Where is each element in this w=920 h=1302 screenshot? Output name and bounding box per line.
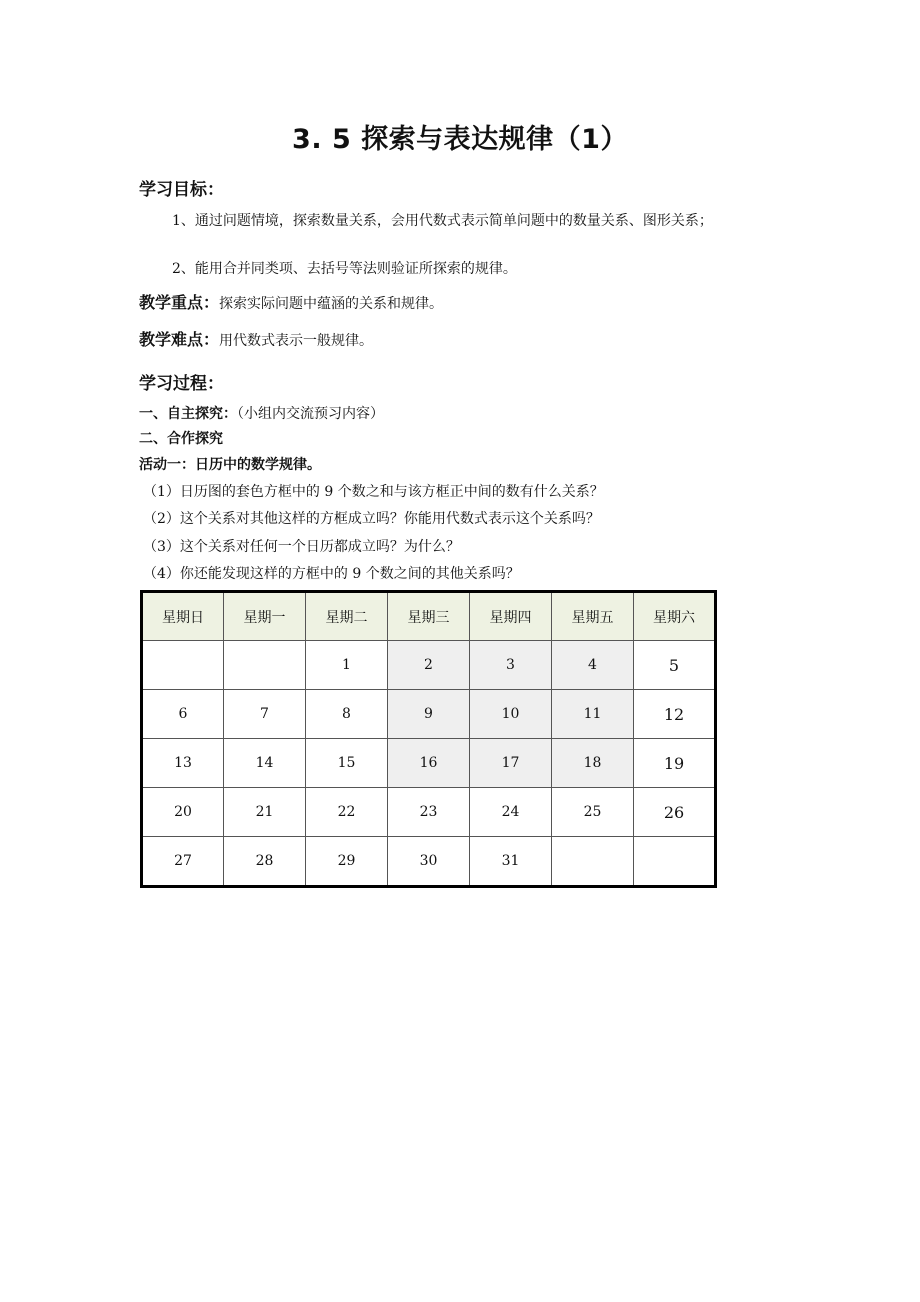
page-title: 3. 5 探索与表达规律（1） [292,124,628,155]
calendar-table [140,590,717,888]
question-2: （2）这个关系对其他这样的方框成立吗？你能用代数式表示这个关系吗？ [143,511,600,527]
calendar-cell-shaded: 18 [552,739,634,788]
calendar-header-cell: 星期二 [306,592,388,641]
calendar-cell: 8 [306,690,388,739]
calendar-cell: 22 [306,788,388,837]
calendar-header-cell: 星期五 [552,592,634,641]
question-1: （1）日历图的套色方框中的 9 个数之和与该方框正中间的数有什么关系？ [143,484,604,500]
calendar-cell-shaded: 11 [552,690,634,739]
calendar-cell: 15 [306,739,388,788]
calendar-cell: 5 [634,641,716,690]
calendar-cell: 14 [224,739,306,788]
key-point [139,294,443,313]
calendar-row [142,837,716,887]
calendar-cell: 25 [552,788,634,837]
calendar-cell: 30 [388,837,470,887]
calendar-cell: 21 [224,788,306,837]
calendar-cell-shaded: 9 [388,690,470,739]
objective-2: 2、能用合并同类项、去括号等法则验证所探索的规律。 [172,261,517,277]
calendar-cell [552,837,634,887]
calendar-cell: 20 [142,788,224,837]
key-point-label: 教学重点： [139,293,220,312]
key-point-text: 探索实际问题中蕴涵的关系和规律。 [219,296,444,312]
part1-text: （小组内交流预习内容） [237,406,384,422]
calendar-row [142,739,716,788]
calendar-cell [142,641,224,690]
calendar-cell: 26 [634,788,716,837]
calendar-header-cell: 星期六 [634,592,716,641]
part1-label: 一、自主探究： [139,406,237,422]
activity-label: 活动一：日历中的数学规律。 [139,457,321,473]
calendar-cell-shaded: 2 [388,641,470,690]
calendar-cell [634,837,716,887]
part2-label: 二、合作探究 [139,431,223,447]
question-4: （4）你还能发现这样的方框中的 9 个数之间的其他关系吗？ [143,566,520,582]
calendar-cell-shaded: 10 [470,690,552,739]
calendar-cell: 31 [470,837,552,887]
calendar-cell [224,641,306,690]
calendar-cell: 6 [142,690,224,739]
difficulty-label: 教学难点： [139,330,220,349]
objectives-heading: 学习目标： [139,180,224,200]
calendar-header-cell: 星期三 [388,592,470,641]
question-3: （3）这个关系对任何一个日历都成立吗？为什么？ [143,539,460,555]
process-heading: 学习过程： [139,374,224,394]
calendar-cell-shaded: 3 [470,641,552,690]
calendar-cell-shaded: 4 [552,641,634,690]
calendar-cell: 28 [224,837,306,887]
calendar-cell: 23 [388,788,470,837]
calendar-header-cell: 星期四 [470,592,552,641]
difficulty-text: 用代数式表示一般规律。 [219,333,374,349]
calendar-cell-shaded: 16 [388,739,470,788]
calendar-cell: 7 [224,690,306,739]
calendar-cell: 24 [470,788,552,837]
calendar-cell: 19 [634,739,716,788]
calendar-row [142,788,716,837]
calendar-cell: 29 [306,837,388,887]
calendar-cell: 1 [306,641,388,690]
calendar-header-cell: 星期日 [142,592,224,641]
calendar-cell: 12 [634,690,716,739]
calendar-header-row [142,592,716,641]
calendar-header-cell: 星期一 [224,592,306,641]
difficulty [139,331,373,350]
calendar-cell-shaded: 17 [470,739,552,788]
calendar-row [142,690,716,739]
calendar-row [142,641,716,690]
objective-1: 1、通过问题情境，探索数量关系，会用代数式表示简单问题中的数量关系、图形关系； [172,213,713,229]
calendar-cell: 13 [142,739,224,788]
calendar-cell: 27 [142,837,224,887]
part1 [139,405,384,423]
